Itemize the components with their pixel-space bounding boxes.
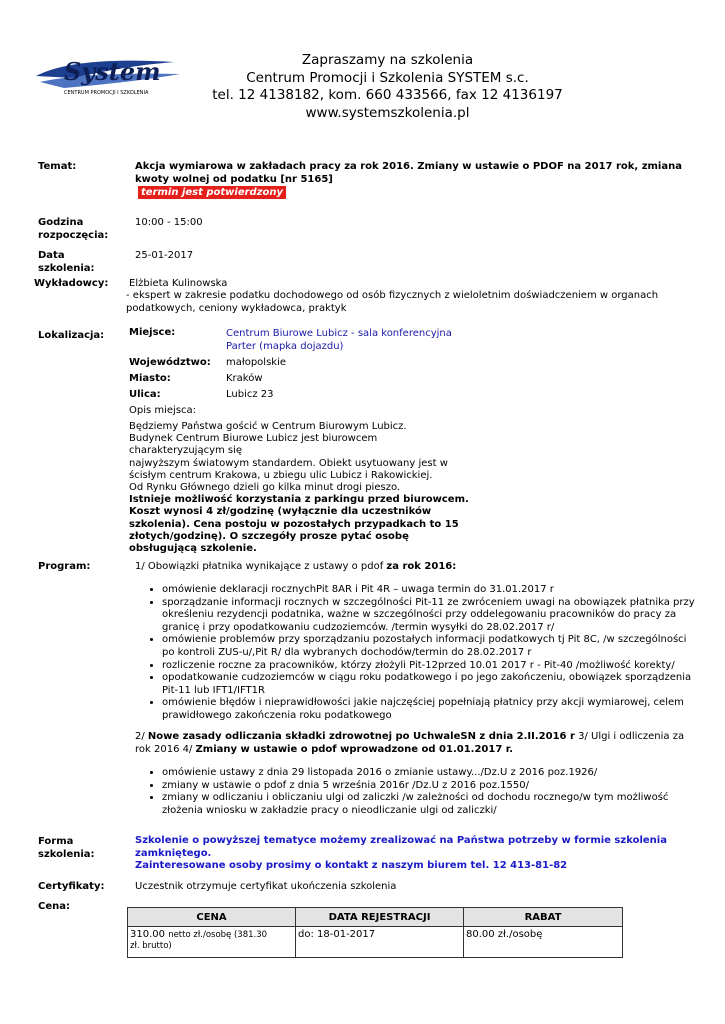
header-contact [180,52,595,122]
program-list-1 [126,584,696,723]
discount-col-header: RABAT [464,908,623,927]
program-item: • omówienie błędów i nieprawidłowości jakie najczęściej popełniają płatnicy przy akcji wymiarowej, celem prawidłowego zakończenia roku podatkowego [162,697,696,722]
place-description-key: Opis miejsca: [129,405,197,416]
date-label [38,249,128,275]
certificates-label: Certyfikaty: [38,881,105,892]
hour-label-line2: rozpoczęcia: [38,230,109,241]
program-intro [135,560,456,573]
logo-text: System [64,57,161,86]
topic-title [135,160,685,199]
place-map-link[interactable]: Parter (mapka dojazdu) [226,341,344,352]
topic-label: Temat: [38,161,77,172]
date-label-line1: Data [38,250,65,261]
program-list-2 [126,767,686,817]
lecturer-description: - ekspert w zakresie podatku dochodowego od osób fizycznych z wieloletnim doświadczeniem w organach podatkowych, ceniony wykładowca, praktyk [126,290,659,314]
discount-cell: 80.00 zł./osobę [464,927,623,958]
registration-cell: do: 18-01-2017 [296,927,464,958]
company-logo [34,52,184,100]
certificates-value: Uczestnik otrzymuje certyfikat ukończenia szkolenia [135,881,397,892]
logo-subtitle: CENTRUM PROMOCJI I SZKOLENIA [64,90,149,96]
form-label [38,835,128,861]
desc-line: ścisłym centrum Krakowa, u zbiegu ulic Lubicz i Rakowickiej. [129,469,433,481]
program-item: • omówienie problemów przy sporządzaniu pozostałych informacji podatkowych tj Pit 8C, /w szczególności po kontroli ZUS-u/,Pit R/ dla wybranych dochodów/termin do 28.02.2017 r [162,634,696,659]
program-intro-bold: za rok 2016: [386,561,457,572]
table-row [128,927,623,958]
program-item: • omówienie ustawy z dnia 29 listopada 2016 o zmianie ustawy.../Dz.U z 2016 poz.1926/ [162,767,686,780]
price-col-header: CENA [128,908,296,927]
hour-label-line1: Godzina [38,217,84,228]
p2-bold2: Zmiany w ustawie o pdof wprowadzone od 01.01.2017 r. [195,744,514,755]
hour-value: 10:00 - 15:00 [135,217,203,228]
voivodeship-key: Województwo: [129,357,211,368]
program-intro-text: 1/ Obowiązki płatnika wynikające z ustawy o pdof [135,561,384,572]
street-value: Lubicz 23 [226,389,274,400]
desc-line: Będziemy Państwa gościć w Centrum Biurowym Lubicz. [129,421,407,432]
program-label: Program: [38,561,91,572]
p2-bold: Nowe zasady odliczania składki zdrowotnej po UchwaleSN z dnia 2.II.2016 r [147,731,575,742]
topic-text: Akcja wymiarowa w zakładach pracy za rok 2016. Zmiany w ustawie o PDOF na 2017 rok, zmiana kwoty wolnej od podatku [nr 5165] [135,161,682,185]
date-label-line2: szkolenia: [38,263,95,274]
form-line1: Szkolenie o powyższej tematyce możemy zrealizować na Państwa potrzeby w formie szkolenia zamkniętego. [135,835,667,859]
program-item: • omówienie deklaracji rocznychPit 8AR i Pit 4R – uwaga termin do 31.01.2017 r [162,584,696,597]
parking-line: szkolenia). Cena postoju w pozostałych przypadkach to 15 [129,518,459,530]
place-key: Miejsce: [129,327,176,338]
desc-line: Budynek Centrum Biurowe Lubicz jest biurowcem [129,433,378,445]
parking-line: Istnieje możliwość korzystania z parkingu przed biurowcem. [129,494,469,506]
program-item: • zmiany w ustawie o pdof z dnia 5 września 2016r /Dz.U z 2016 poz.1550/ [162,780,686,793]
price-label: Cena: [38,901,70,912]
program-item: • sporządzanie informacji rocznych w szczególności Pit-11 ze zwróceniem uwagi na obowiązek płatnika przy określeniu rezydencji podatnika, ważne w szczególności przy oddelegowaniu pracowników do pracy za granicę i przy opodatkowaniu cudzoziemców. /termin wysyłki do 28.02.2017 r/ [162,597,696,635]
desc-line: najwyższym światowym standardem. Obiekt usytuowany jest w [129,457,448,469]
place-description [129,421,469,555]
program-item: • opodatkowanie cudzoziemców w ciągu roku podatkowego i po jego zakończeniu, obowiązek sporządzenia Pit-11 lub IFT1/IFT1R [162,672,696,697]
place-link-name[interactable]: Centrum Biurowe Lubicz - sala konferencyjna [226,328,452,339]
form-label-line2: szkolenia: [38,849,95,860]
desc-line: Od Rynku Głównego dzieli go kilka minut drogi pieszo. [129,482,401,494]
p2-prefix: 2/ [135,731,145,742]
header-website[interactable]: www.systemszkolenia.pl [305,104,470,121]
date-value: 25-01-2017 [135,250,194,261]
price-table [127,907,623,958]
form-label-line1: Forma [38,836,74,847]
parking-line: obsługującą szkolenie. [129,543,257,555]
price-table-header [128,908,623,927]
p2-mid: 3/ Ulgi i odliczenia za rok 2016 4/ [135,731,685,755]
price-brutto: zł. brutto) [130,941,172,951]
header-company: Centrum Promocji i Szkolenia SYSTEM s.c. [246,69,529,86]
parking-line: Koszt wynosi 4 zł/godzinę (wyłącznie dla uczestników [129,506,432,518]
form-line2: Zainteresowane osoby prosimy o kontakt z naszym biurem tel. 12 413-81-82 [135,860,568,871]
voivodeship-value: małopolskie [226,357,287,368]
price-amount: 310.00 [130,929,165,940]
parking-info [129,494,469,555]
lecturers-label: Wykładowcy: [34,278,109,289]
closed-training-info [135,835,675,873]
price-netto: netto zł./osobę (381.30 [168,930,268,940]
location-label: Lokalizacja: [38,330,105,341]
header-invite: Zapraszamy na szkolenia [301,52,474,68]
program-item: • rozliczenie roczne za pracowników, którzy złożyli Pit-12przed 10.01 2017 r - Pit-40 /możliwość korekty/ [162,660,696,673]
city-value: Kraków [226,373,263,384]
city-key: Miasto: [129,373,171,384]
desc-line: charakteryzującym się [129,445,243,457]
hour-label [38,216,128,242]
lecturer-name: Elżbieta Kulinowska [129,278,228,289]
header-phones: tel. 12 4138182, kom. 660 433566, fax 12 4136197 [212,87,563,103]
parking-line: złotych/godzinę). O szczegóły prosze pytać osobę [129,530,409,542]
program-part2 [135,730,695,756]
street-key: Ulica: [129,389,161,400]
price-cell [128,927,296,958]
program-item: • zmiany w odliczaniu i obliczaniu ulgi od zaliczki /w zależności od dochodu rocznego/w tym możliwość złożenia wniosku w zakładzie pracy o nieodliczanie ulgi od zaliczki/ [162,792,686,817]
place-link[interactable] [226,327,452,353]
logo-graphic [34,52,184,100]
registration-col-header: DATA REJESTRACJI [296,908,464,927]
confirmed-badge: termin jest potwierdzony [138,186,286,199]
